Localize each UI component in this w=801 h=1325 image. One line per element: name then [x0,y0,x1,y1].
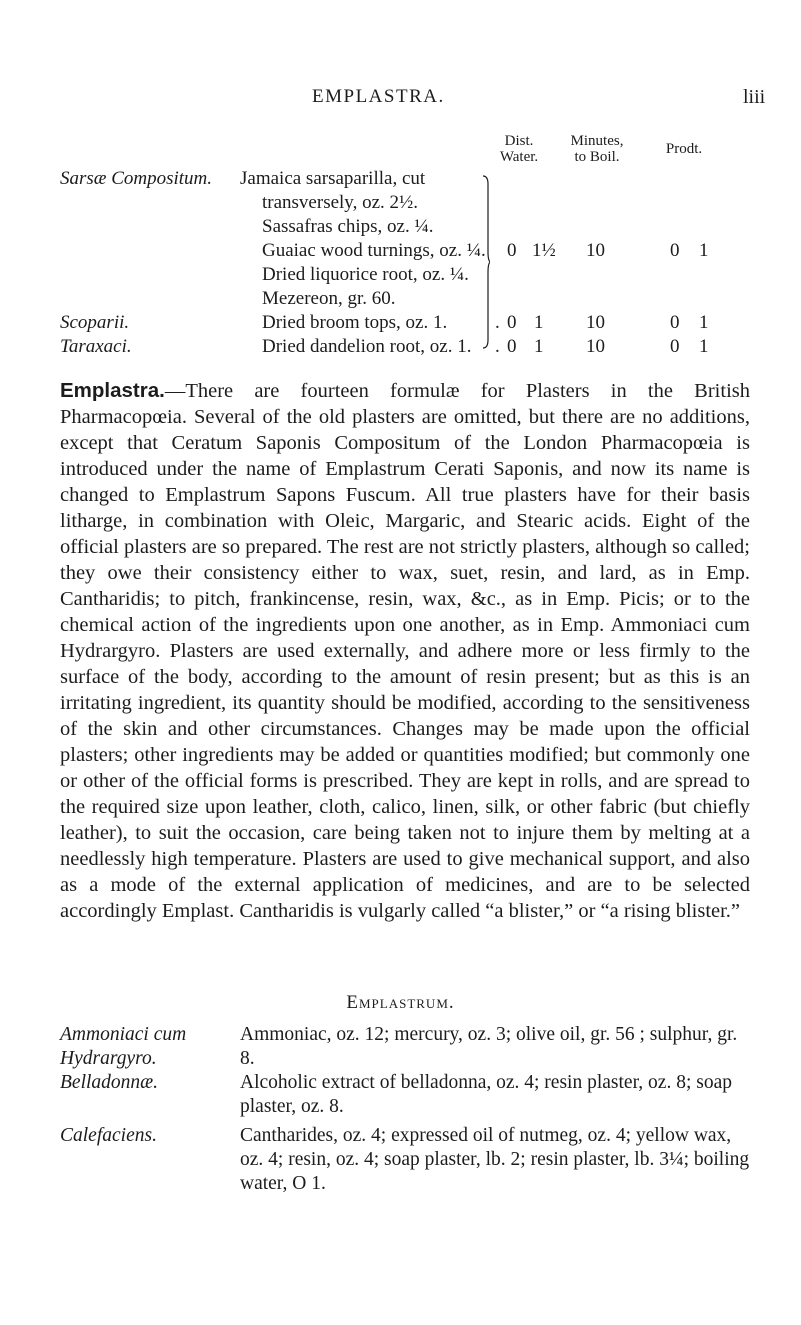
recipe-sarsae-boil: 10 [586,240,605,261]
recipe-ingredient: Guaiac wood turnings, oz. ¼. [262,240,486,261]
recipe-sarsae-minutes: 1½ [532,240,556,261]
recipe-taraxaci-minutes: 1 [534,336,544,357]
entry-text: Alcoholic extract of belladonna, oz. 4; resin plaster, oz. 8; soap plaster, oz. 8. [240,1072,732,1117]
section-heading: Emplastrum. [346,992,455,1013]
recipe-label-sarsae: Sarsæ Compositum. [60,168,213,189]
plaster-entries [0,1023,801,1303]
recipe-ingredient: Dried dandelion root, oz. 1. [262,336,472,357]
entry-text: Ammoniac, oz. 12; mercury, oz. 3; olive oil, gr. 56 ; sulphur, gr. 8. [240,1024,738,1069]
recipe-sarsae-line-1 [0,168,801,192]
recipe-sarsae-prodt-a: 0 [670,240,680,261]
recipe-sarsae-prodt-b: 1 [699,240,709,261]
recipe-taraxaci-water: 0 [507,336,517,357]
recipe-taraxaci [0,336,801,360]
entry-text: Cantharides, oz. 4; expressed oil of nutmeg, oz. 4; yellow wax, oz. 4; resin, oz. 4; soap plaster, lb. 2; resin plaster, lb. 3¼; boiling water, O 1. [240,1125,750,1194]
recipe-scoparii [0,312,801,336]
column-header-prodt: Prodt. [665,141,703,157]
recipe-sarsae-line-3 [0,216,801,240]
decoction-recipes [0,168,801,370]
recipe-sarsae-water: 0 [507,240,517,261]
recipe-sarsae-line-6 [0,288,801,312]
column-header-dist-line-2: Water. [499,149,539,165]
column-header-minutes-line-2: to Boil. [574,149,620,165]
paragraph-text: —There are fourteen formulæ for Plasters in the British Pharmacopœia. Several of the old plasters are omitted, but there are no additions, except that Ceratum Saponis Compositum of the London Pharmacopœia is introduced under the name of Emplastrum Cerati Saponis, and now its name is changed to Emplastrum Sapons Fuscum. All true plasters have for their basis litharge, in combination with Oleic, Margaric, and Stearic acids. Eight of the official plasters are so prepared. The rest are not strictly plasters, although so called; they owe their consistency either to wax, suet, resin, and lard, as in Emp. Cantharidis; to pitch, frankincense, resin, wax, &c., as in Emp. Picis; or to the chemical action of the ingredients upon one another, as in Emp. Ammoniaci cum Hydrargyro. Plasters are used externally, and adhere more or less firmly to the surface of the body, according to the amount of resin present; but as this is an irritating ingredient, its quantity should be modified, according to the sensitiveness of the skin and other circumstances. Changes may be made upon the official plasters; other ingredients may be added or quantities modified; but commonly one or other of the official forms is prescribed. They are kept in rolls, and are spread to the required size upon leather, cloth, calico, linen, silk, or other fabric (but chiefly leather), to suit the occasion, care being taken not to injure them by melting at a needlessly high temperature. Plasters are used to give mechanical support, and also as a mode of the external application of medicines, and are to be selected accordingly Emplast. Cantharidis is vulgarly called “a blister,” or “a rising blister.” [60,380,750,922]
recipe-scoparii-prodt-a: 0 [670,312,680,333]
paragraph-lead: Emplastra. [60,379,165,402]
recipe-sarsae-line-5 [0,264,801,288]
recipe-ingredient: Dried broom tops, oz. 1. [262,312,448,333]
recipe-ingredient: Sassafras chips, oz. ¼. [262,216,434,237]
body-paragraph [60,378,750,924]
column-header-dist-line-1: Dist. [504,133,534,149]
recipe-scoparii-water: 0 [507,312,517,333]
leader-dot: . [495,336,500,357]
recipe-ingredient: Dried liquorice root, oz. ¼. [262,264,469,285]
recipe-taraxaci-prodt-a: 0 [670,336,680,357]
column-header-dist-water [488,133,550,165]
recipe-label-taraxaci: Taraxaci. [60,336,132,357]
page-number: liii [743,86,766,108]
recipe-sarsae-line-4 [0,240,801,264]
column-header-minutes-line-1: Minutes, [570,133,624,149]
entry-label: Calefaciens. [60,1125,157,1146]
recipe-label-scoparii: Scoparii. [60,312,130,333]
recipe-scoparii-minutes: 1 [534,312,544,333]
leader-dot: . [495,312,500,333]
recipe-taraxaci-boil: 10 [586,336,605,357]
page-header [0,86,801,116]
recipe-ingredient: Jamaica sarsaparilla, cut [240,168,426,189]
entry-label: Belladonnæ. [60,1072,159,1093]
recipe-ingredient: Mezereon, gr. 60. [262,288,396,309]
running-title: EMPLASTRA. [312,86,445,107]
recipe-taraxaci-prodt-b: 1 [699,336,709,357]
recipe-scoparii-boil: 10 [586,312,605,333]
recipe-scoparii-prodt-b: 1 [699,312,709,333]
recipe-ingredient: transversely, oz. 2½. [262,192,418,213]
column-header-minutes [552,133,642,165]
entry-label: Ammoniaci cum Hydrargyro. [60,1024,187,1069]
recipe-sarsae-line-2 [0,192,801,216]
